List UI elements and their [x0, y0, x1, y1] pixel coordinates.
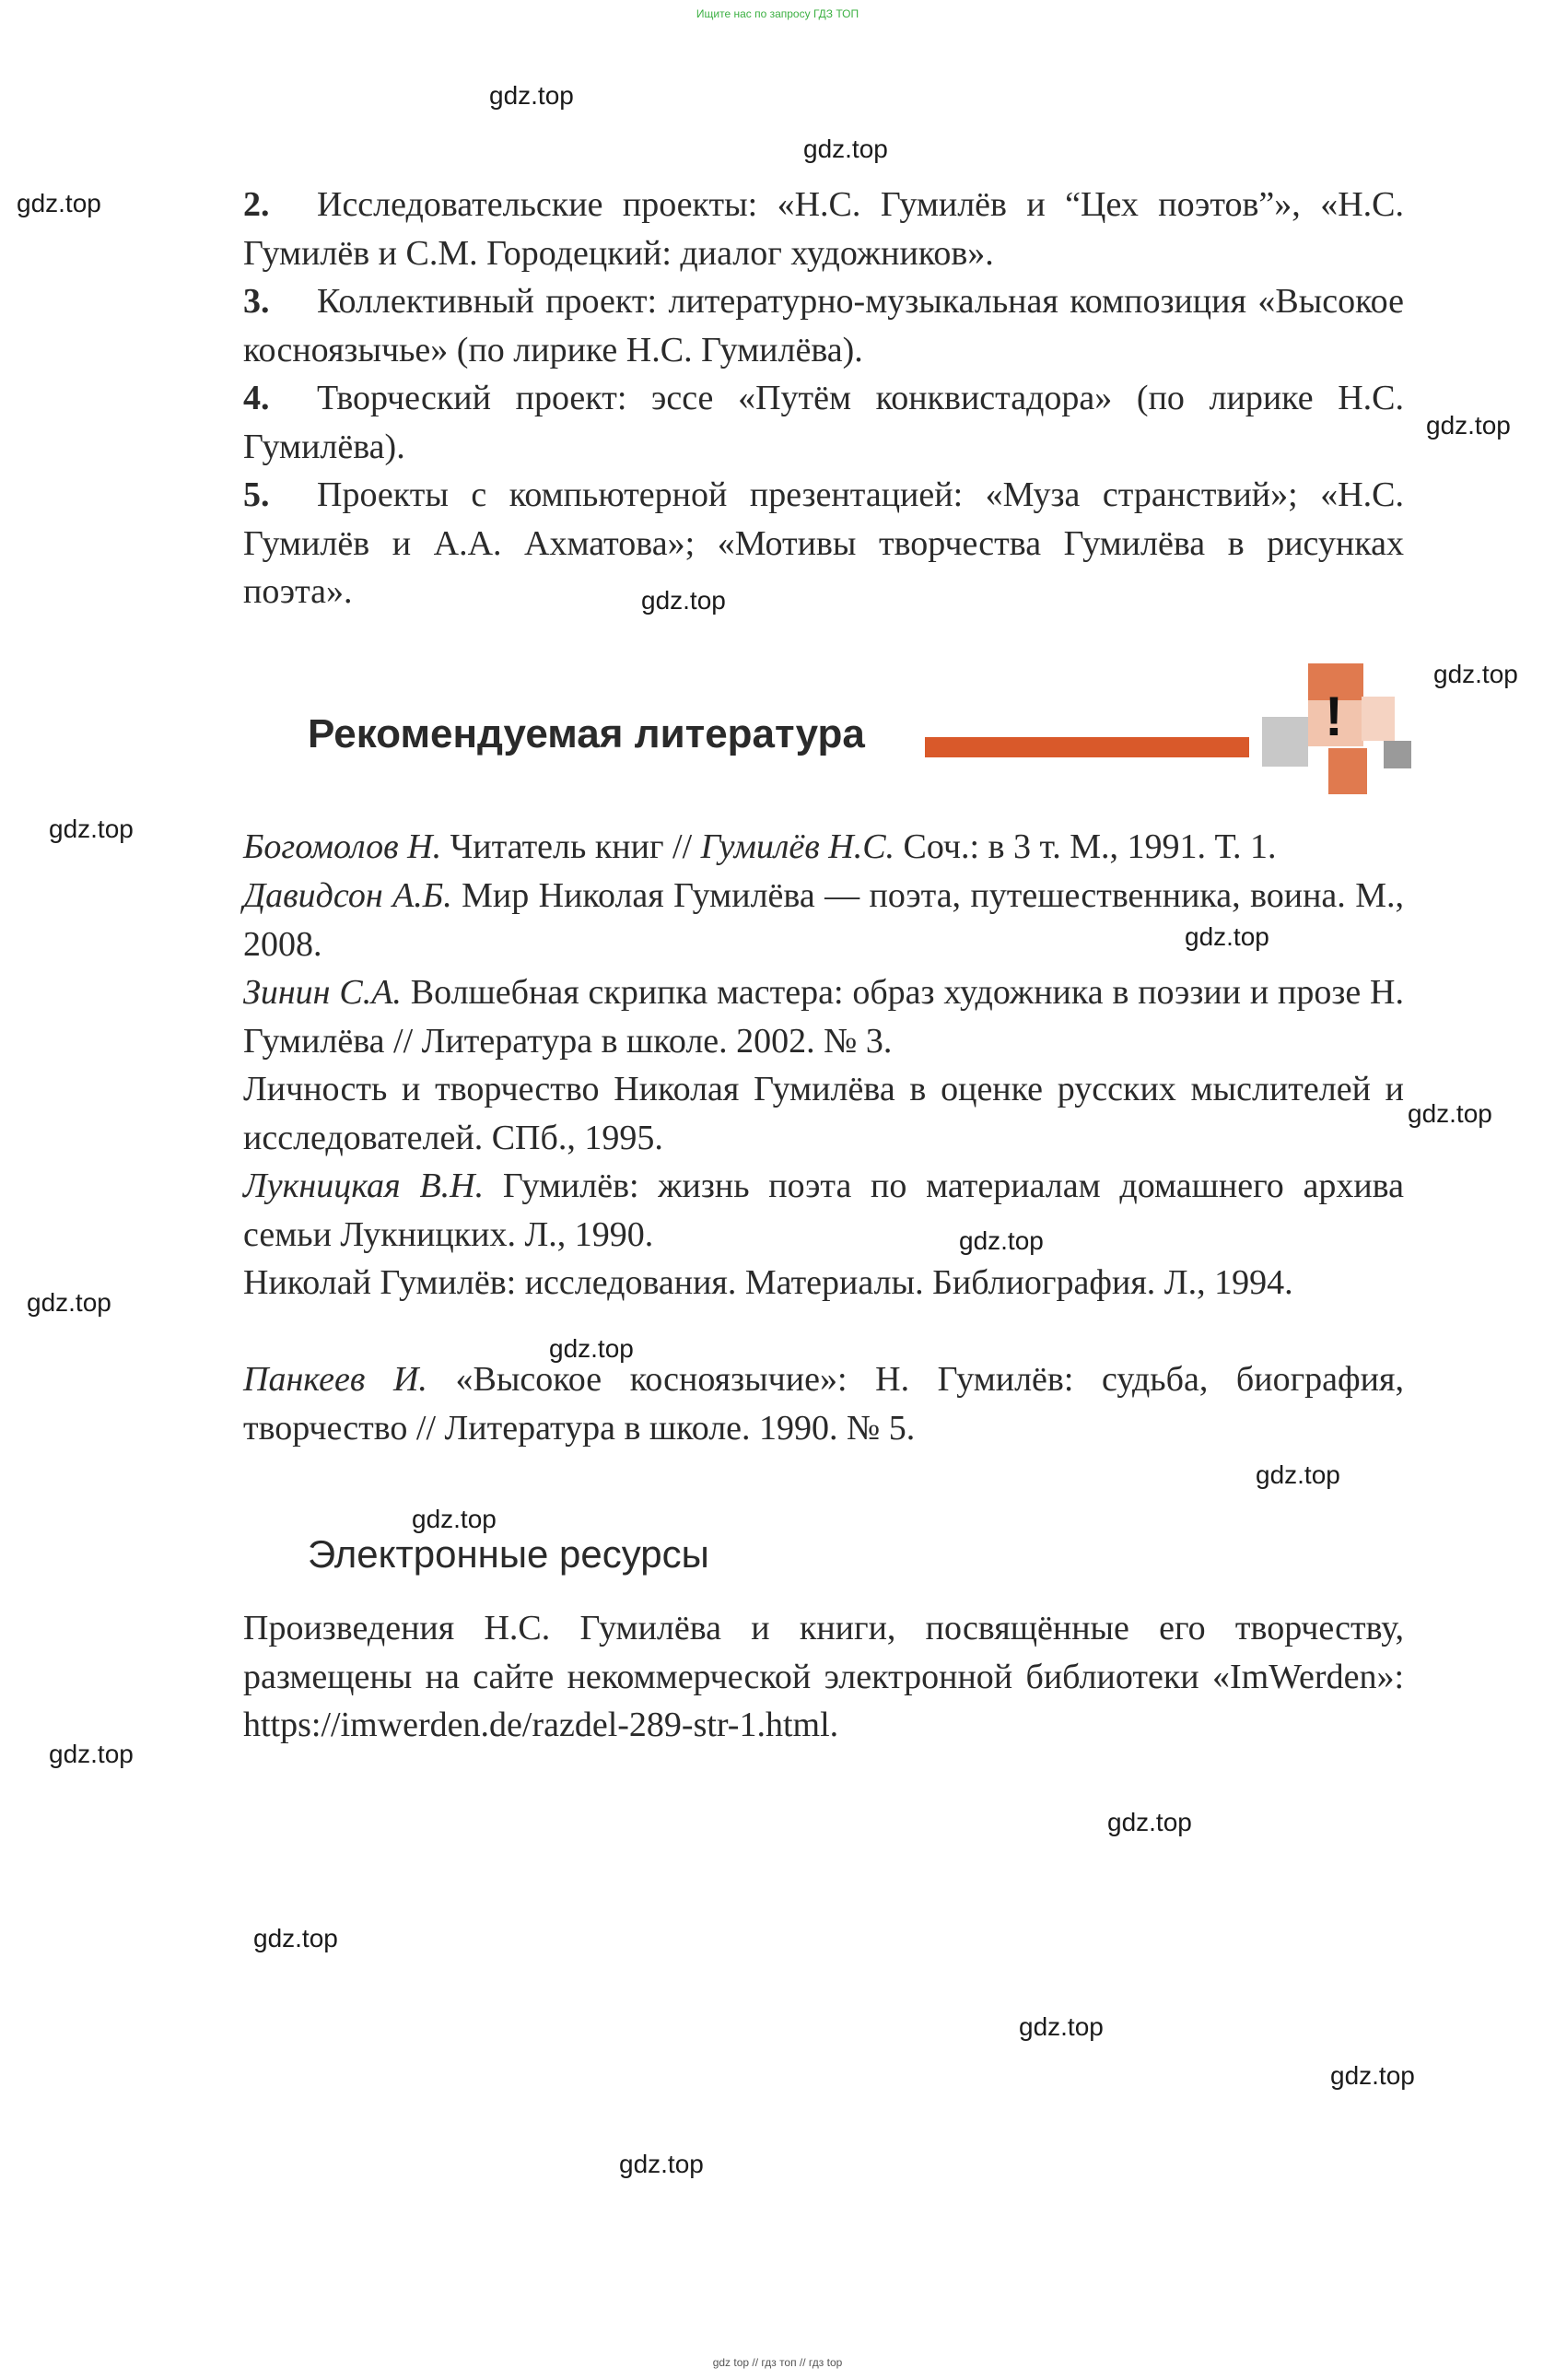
watermark: gdz.top [49, 815, 134, 843]
project-text: Творческий проект: эссе «Путём конквистадора» (по лирике Н.С. Гумилёва). [243, 379, 1404, 466]
literature-author: Богомолов Н. [243, 827, 442, 866]
section-heading-resources: Электронные ресурсы [308, 1532, 709, 1576]
watermark: gdz.top [803, 135, 888, 163]
watermark: gdz.top [959, 1226, 1044, 1255]
literature-text: Мир Николая Гумилёва — поэта, путешественника, воина. М., 2008. [243, 876, 1404, 964]
watermark: gdz.top [253, 1924, 338, 1952]
heading-accent-bar [925, 737, 1249, 757]
literature-text-secondary: Соч.: в 3 т. М., 1991. Т. 1. [894, 827, 1277, 866]
literature-item [243, 1065, 1404, 1162]
literature-text: «Высокое косноязычие»: Н. Гумилёв: судьба, биография, творчество // Литература в школе. 1990. № 5. [243, 1360, 1404, 1448]
literature-author: Зинин С.А. [243, 973, 402, 1012]
watermark: gdz.top [641, 586, 726, 615]
literature-text: Николай Гумилёв: исследования. Материалы. Библиография. Л., 1994. [243, 1263, 1293, 1302]
project-number: 5. [243, 475, 270, 514]
project-text: Проекты с компьютерной презентацией: «Муза странствий»; «Н.С. Гумилёв и А.А. Ахматова»; «Мотивы творчества Гумилёва в рисунках поэта». [243, 475, 1404, 611]
project-text: Исследовательские проекты: «Н.С. Гумилёв и “Цех поэтов”», «Н.С. Гумилёв и С.М. Городецкий: диалог художников». [243, 185, 1404, 273]
watermark: gdz.top [1433, 660, 1518, 688]
exclamation-mark: ! [1325, 686, 1343, 747]
exclamation-icon [1262, 663, 1411, 797]
project-number: 3. [243, 282, 270, 321]
watermark: gdz.top [1185, 922, 1269, 951]
literature-text: Волшебная скрипка мастера: образ художника в поэзии и прозе Н. Гумилёва // Литература в школе. 2002. № 3. [243, 973, 1404, 1061]
project-number: 4. [243, 379, 270, 417]
literature-author: Лукницкая В.Н. [243, 1167, 485, 1205]
literature-item [243, 1259, 1404, 1307]
section-heading-literature: Рекомендуемая литература [308, 711, 865, 756]
bottom-banner: gdz top // гдз топ // гдз top [712, 2356, 843, 2369]
watermark: gdz.top [27, 1288, 111, 1317]
watermark: gdz.top [619, 2150, 704, 2178]
watermark: gdz.top [49, 1740, 134, 1768]
literature-text: Гумилёв: жизнь поэта по материалам домашнего архива семьи Лукницких. Л., 1990. [243, 1167, 1404, 1254]
literature-author: Давидсон А.Б. [243, 876, 452, 915]
literature-item [243, 1162, 1404, 1259]
project-text: Коллективный проект: литературно-музыкальная композиция «Высокое косноязычье» (по лирике Н.С. Гумилёва). [243, 282, 1404, 369]
project-item-4 [243, 374, 1404, 471]
literature-item [243, 1355, 1404, 1452]
literature-text: Читатель книг // [441, 827, 701, 866]
watermark: gdz.top [549, 1334, 634, 1363]
top-banner: Ищите нас по запросу ГДЗ ТОП [696, 7, 859, 20]
watermark: gdz.top [1330, 2061, 1415, 2090]
literature-item [243, 823, 1404, 872]
project-item-2 [243, 181, 1404, 277]
watermark: gdz.top [1019, 2012, 1104, 2041]
literature-text: Личность и творчество Николая Гумилёва в оценке русских мыслителей и исследователей. СПб., 1995. [243, 1070, 1404, 1157]
watermark: gdz.top [1408, 1099, 1492, 1128]
literature-author-secondary: Гумилёв Н.С. [700, 827, 895, 866]
watermark: gdz.top [489, 81, 574, 110]
watermark: gdz.top [1107, 1808, 1192, 1836]
project-item-5 [243, 471, 1404, 616]
project-number: 2. [243, 185, 270, 224]
literature-author: Панкеев И. [243, 1360, 427, 1399]
resources-paragraph: Произведения Н.С. Гумилёва и книги, посвящённые его творчеству, размещены на сайте некоммерческой электронной библиотеки «ImWerden»: https://imwerden.de/razdel-289-str-1.html. [243, 1609, 1404, 1744]
watermark: gdz.top [1426, 411, 1511, 440]
literature-item [243, 968, 1404, 1065]
watermark: gdz.top [412, 1505, 497, 1533]
project-item-3 [243, 277, 1404, 374]
watermark: gdz.top [1256, 1460, 1340, 1489]
watermark: gdz.top [17, 189, 101, 217]
literature-item [243, 872, 1404, 968]
